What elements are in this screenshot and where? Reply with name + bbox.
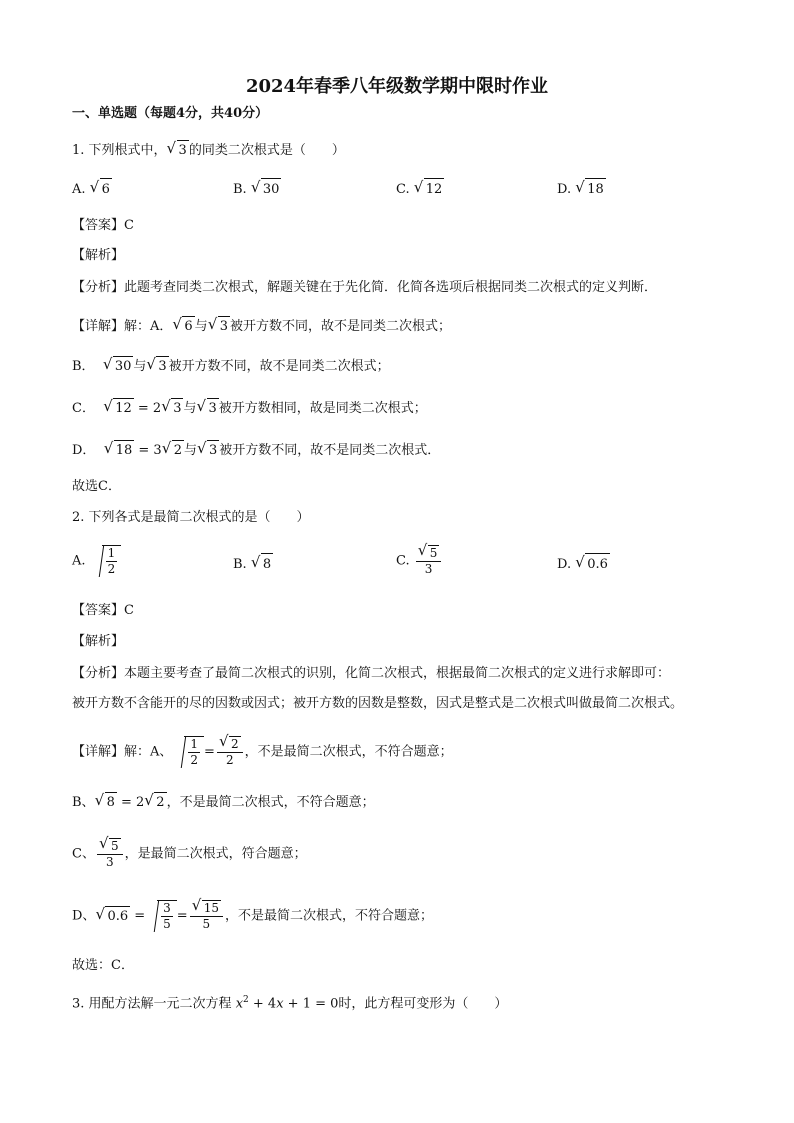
q1-detail-d: D． √ 18 = 3√ 2 与√ 3 被开方数不同，故不是同类二次根式． [72,440,440,461]
q2-answer: 【答案】C [72,603,134,618]
q2-jiexi-label: 【解析】 [72,634,125,649]
q1-stem-post: 的同类二次根式是（ ） [188,143,345,158]
q1-option-b: B. √ 30 [233,178,281,201]
q1-option-c: C. √ 12 [396,178,444,201]
q1-analysis: 【分析】此题考查同类二次根式，解题关键在于先化简．化简各选项后根据同类二次根式的定义判断． [72,280,658,295]
q2-option-b: B. √ 8 [233,553,273,576]
q2-detail-d: D、√ 0.6 = $\frac{3}{5}$ = √ $\frac{15}{5}$ ，不是最简二次根式，不符合题意； [72,900,433,932]
q1-conclusion: 故选C． [72,479,121,494]
q1-detail-c: C． √ 12 = 2√ 3 与√ 3 被开方数相同，故是同类二次根式； [72,398,427,419]
q2-detail-c: C、 √ $\frac{5}{3}$ ，是最简二次根式，符合题意； [72,838,307,870]
q2-option-c: C. √ $\frac{5}{3}$ [396,545,443,577]
q1-option-a: A. √ 6 [72,178,112,201]
q2-conclusion: 故选：C． [72,958,134,973]
q1-jiexi-label: 【解析】 [72,248,125,263]
sqrt-symbol: √ 3 [167,140,189,161]
q1-option-d: D. √ 18 [557,178,606,201]
question-2-stem: 2. 下列各式是最简二次根式的是（ ） [72,510,310,525]
question-1-stem [72,140,345,161]
q2-analysis-line1: 【分析】本题主要考查了最简二次根式的识别，化简二次根式，根据最简二次根式的定义进行求解即可： [72,666,671,681]
q1-answer: 【答案】C [72,218,134,233]
q1-stem-pre: 1. 下列根式中， [72,143,167,158]
q2-analysis-line2: 被开方数不含能开的尽的因数或因式；被开方数的因数是整数，因式是整式是二次根式叫做最简二次根式。 [72,696,684,711]
q2-option-d: D. √ 0.6 [557,553,610,576]
section-heading: 一、单选题（每题4分，共40分） [72,106,269,121]
q2-option-a: A. $\frac{1}{2}$ [72,545,121,577]
q2-detail-a: 【详解】解：A、 $\frac{1}{2}$ = √ $\frac{2}{2}$ ，不是最简二次根式，不符合题意； [72,736,453,768]
q1-detail-a: 【详解】解：A．√ 6 与√ 3 被开方数不同，故不是同类二次根式； [72,316,451,337]
page-title: 2024年春季八年级数学期中限时作业 [245,76,549,97]
question-3-stem: 3. 用配方法解一元二次方程 $x^2 + 4x + 1 = 0$时，此方程可变形为（ ） [72,995,508,1012]
q2-detail-b: B、√ 8 = 2√ 2 ，不是最简二次根式，不符合题意； [72,792,375,813]
q1-detail-b: B． √ 30 与√ 3 被开方数不同，故不是同类二次根式； [72,356,390,377]
